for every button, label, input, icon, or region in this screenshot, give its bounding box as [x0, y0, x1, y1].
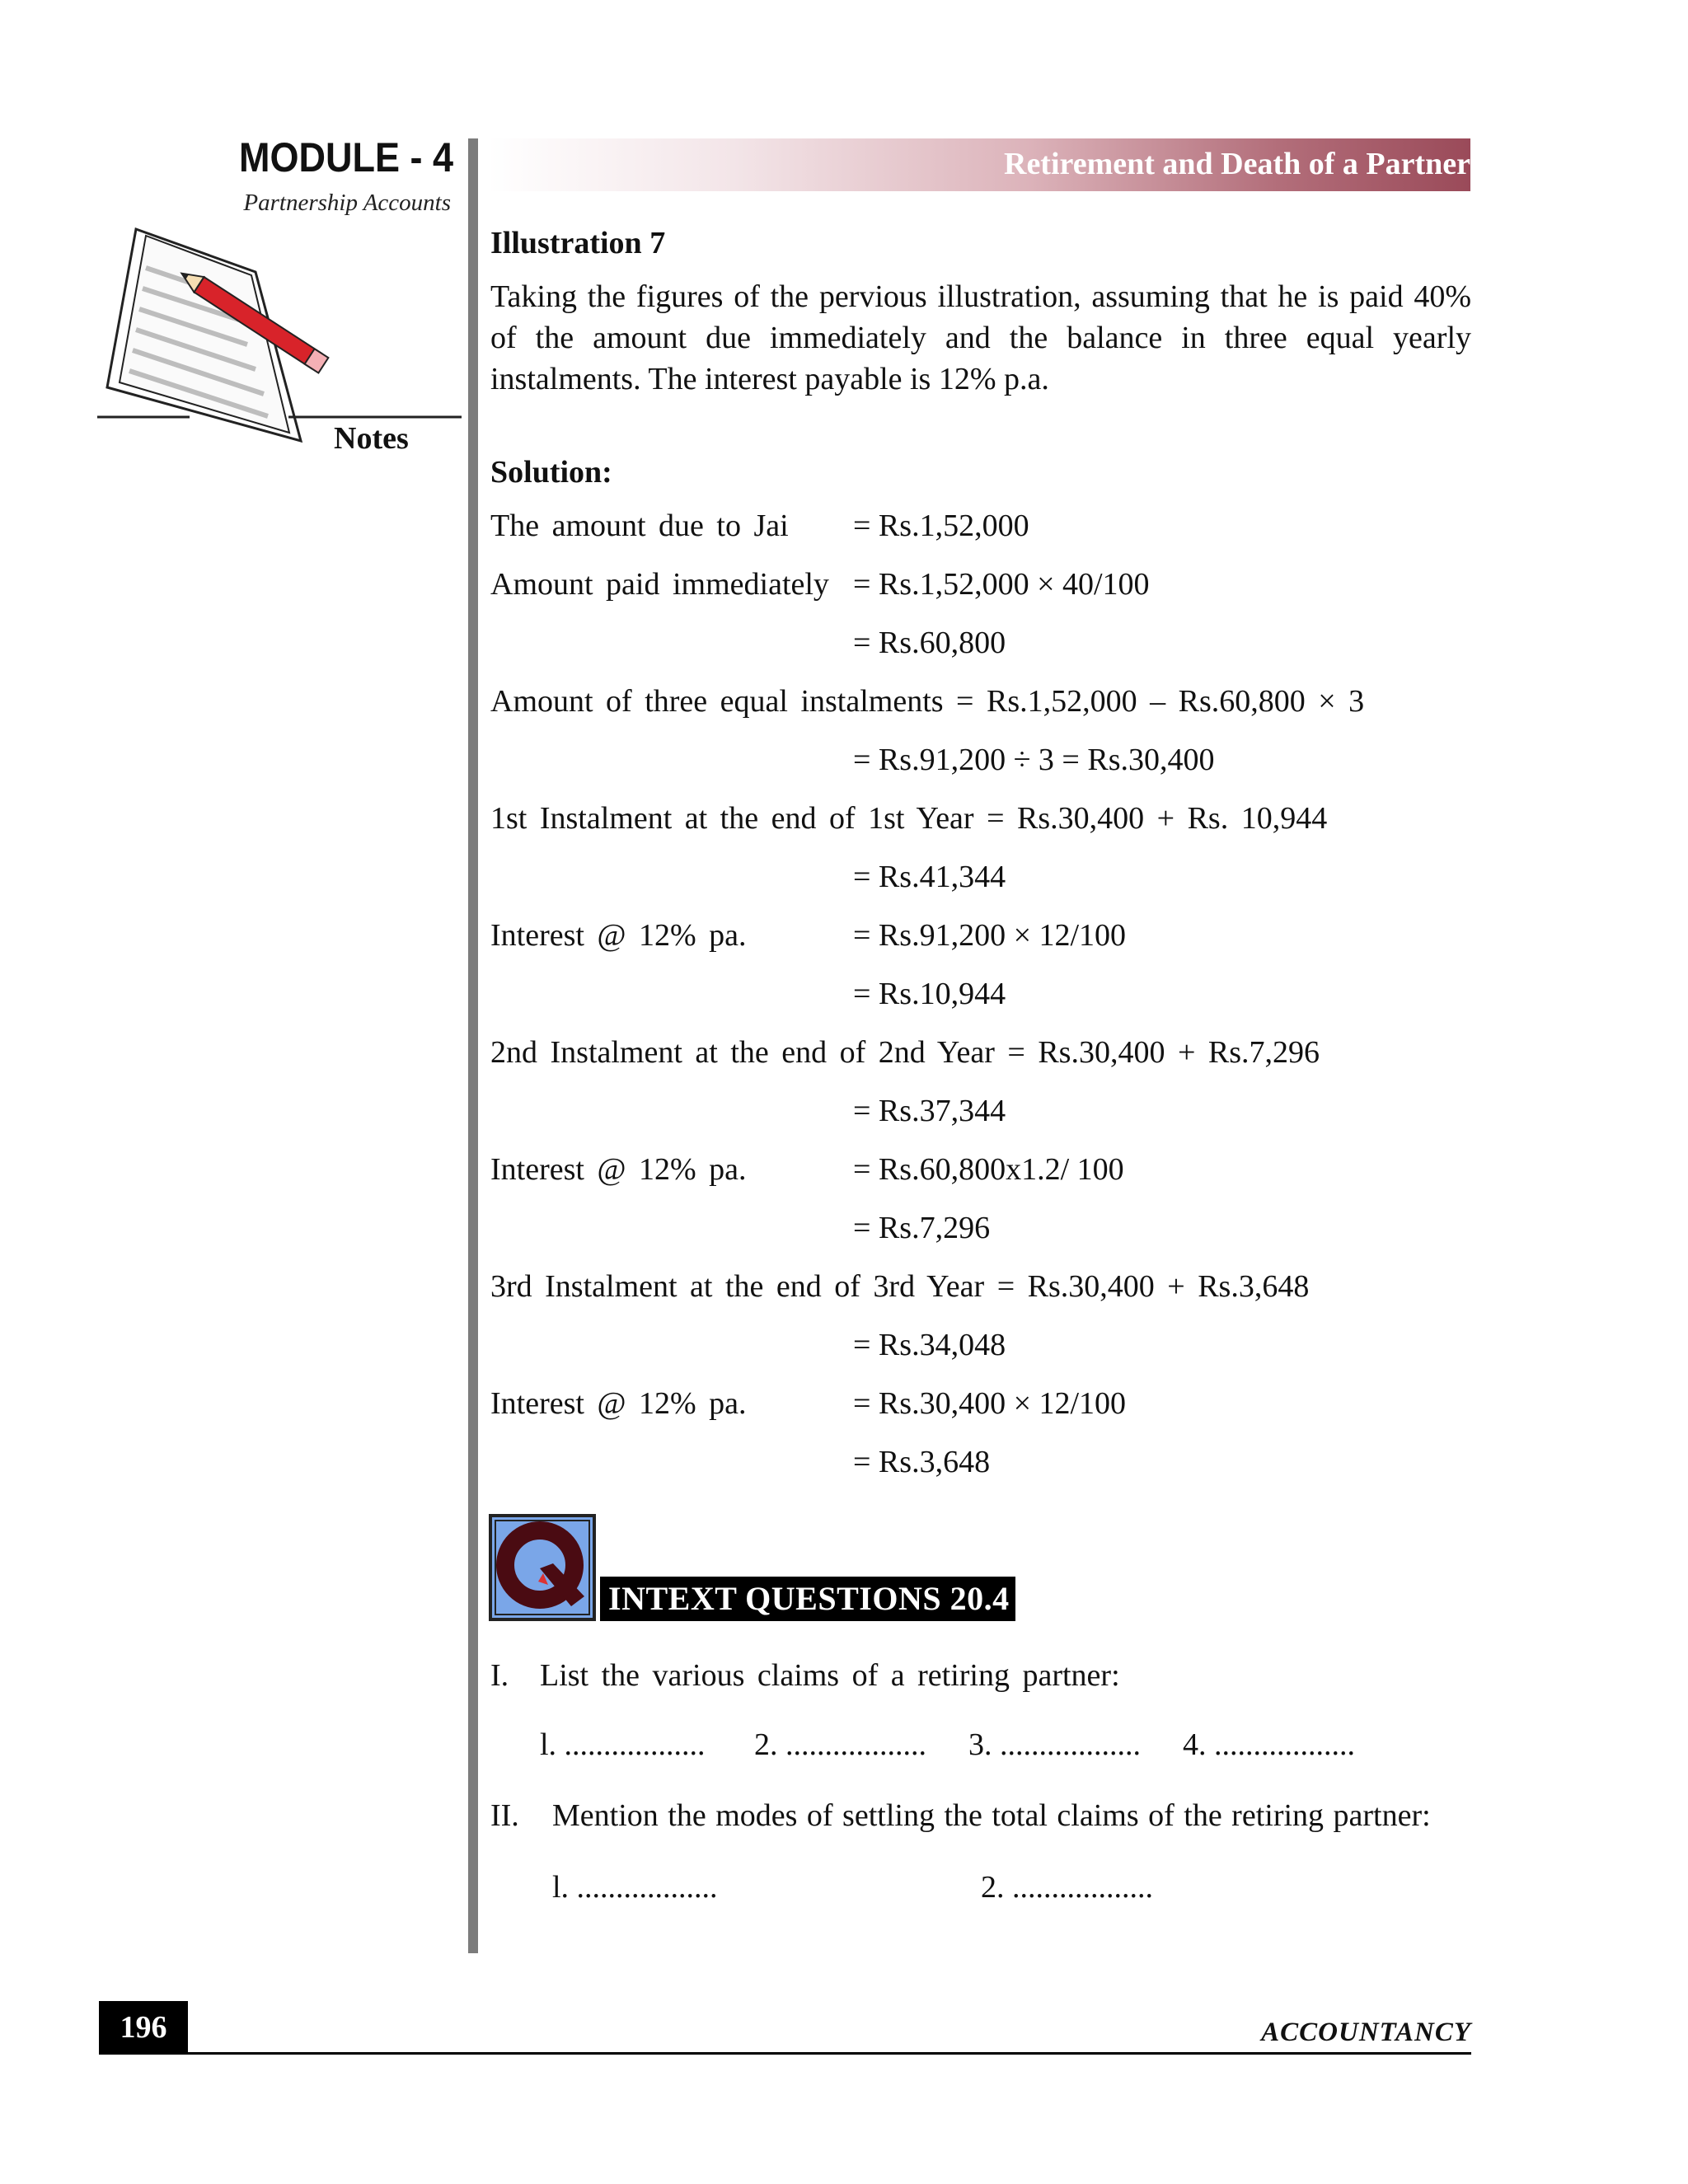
answer-blank[interactable]: 2. .................. [754, 1727, 926, 1762]
chapter-title: Retirement and Death of a Partner [1004, 147, 1470, 181]
solution-row-value: = Rs.91,200 ÷ 3 = Rs.30,400 [853, 743, 1215, 777]
solution-row-full: Amount of three equal instalments = Rs.1,52,000 – Rs.60,800 × 3 [490, 684, 1365, 719]
solution-row-value: = Rs.7,296 [853, 1211, 991, 1245]
solution-row-label: Interest @ 12% pa. [490, 1386, 747, 1421]
footer-rule [99, 2052, 1471, 2055]
question-number: II. [490, 1798, 519, 1833]
solution-row-full: 1st Instalment at the end of 1st Year = Rs.30,400 + Rs. 10,944 [490, 801, 1328, 836]
page-number: 196 [120, 2010, 167, 2045]
answer-blank[interactable]: l. .................. [540, 1727, 706, 1762]
solution-row-value: = Rs.41,344 [853, 860, 1006, 894]
question-q-icon [489, 1514, 596, 1621]
solution-row-full: 2nd Instalment at the end of 2nd Year = Rs.30,400 + Rs.7,296 [490, 1035, 1320, 1070]
solution-row-value: = Rs.60,800 [853, 626, 1006, 660]
solution-row-value: = Rs.60,800x1.2/ 100 [853, 1152, 1124, 1187]
answer-blank[interactable]: 2. .................. [981, 1870, 1153, 1905]
solution-row-value: = Rs.1,52,000 × 40/100 [853, 567, 1150, 602]
illustration-title: Illustration 7 [490, 226, 666, 260]
footer-subject: ACCOUNTANCY [1261, 2018, 1471, 2047]
notes-pencil-icon [95, 223, 466, 453]
illustration-paragraph: Taking the figures of the pervious illustration, assuming that he is paid 40% of the amount due immediately and the balance in three equal yearly instalments. The interest payable is 12% p.a. [490, 279, 1471, 396]
question-number: I. [490, 1658, 509, 1693]
solution-row-label: The amount due to Jai [490, 509, 789, 543]
margin-divider [468, 138, 478, 1953]
solution-row-value: = Rs.91,200 × 12/100 [853, 918, 1127, 953]
solution-row-value: = Rs.34,048 [853, 1328, 1006, 1362]
solution-row-label: Amount paid immediately [490, 567, 829, 602]
question-text: Mention the modes of settling the total claims of the retiring partner: [552, 1798, 1431, 1833]
module-title: MODULE - 4 [238, 134, 453, 180]
solution-row-value: = Rs.37,344 [853, 1094, 1006, 1128]
solution-title: Solution: [490, 455, 612, 490]
answer-blank[interactable]: 4. .................. [1183, 1727, 1355, 1762]
intext-title: INTEXT QUESTIONS 20.4 [608, 1580, 1010, 1617]
solution-row-label: Interest @ 12% pa. [490, 1152, 747, 1187]
notes-label: Notes [334, 421, 409, 456]
solution-row-label: Interest @ 12% pa. [490, 918, 747, 953]
module-subtitle: Partnership Accounts [243, 190, 451, 216]
answer-blank[interactable]: l. .................. [552, 1870, 718, 1905]
answer-blank[interactable]: 3. .................. [968, 1727, 1141, 1762]
solution-row-value: = Rs.10,944 [853, 977, 1006, 1011]
solution-row-full: 3rd Instalment at the end of 3rd Year = Rs.30,400 + Rs.3,648 [490, 1269, 1310, 1304]
solution-row-value: = Rs.1,52,000 [853, 509, 1029, 543]
question-text: List the various claims of a retiring partner: [540, 1658, 1120, 1693]
solution-row-value: = Rs.3,648 [853, 1445, 991, 1479]
solution-row-value: = Rs.30,400 × 12/100 [853, 1386, 1127, 1421]
